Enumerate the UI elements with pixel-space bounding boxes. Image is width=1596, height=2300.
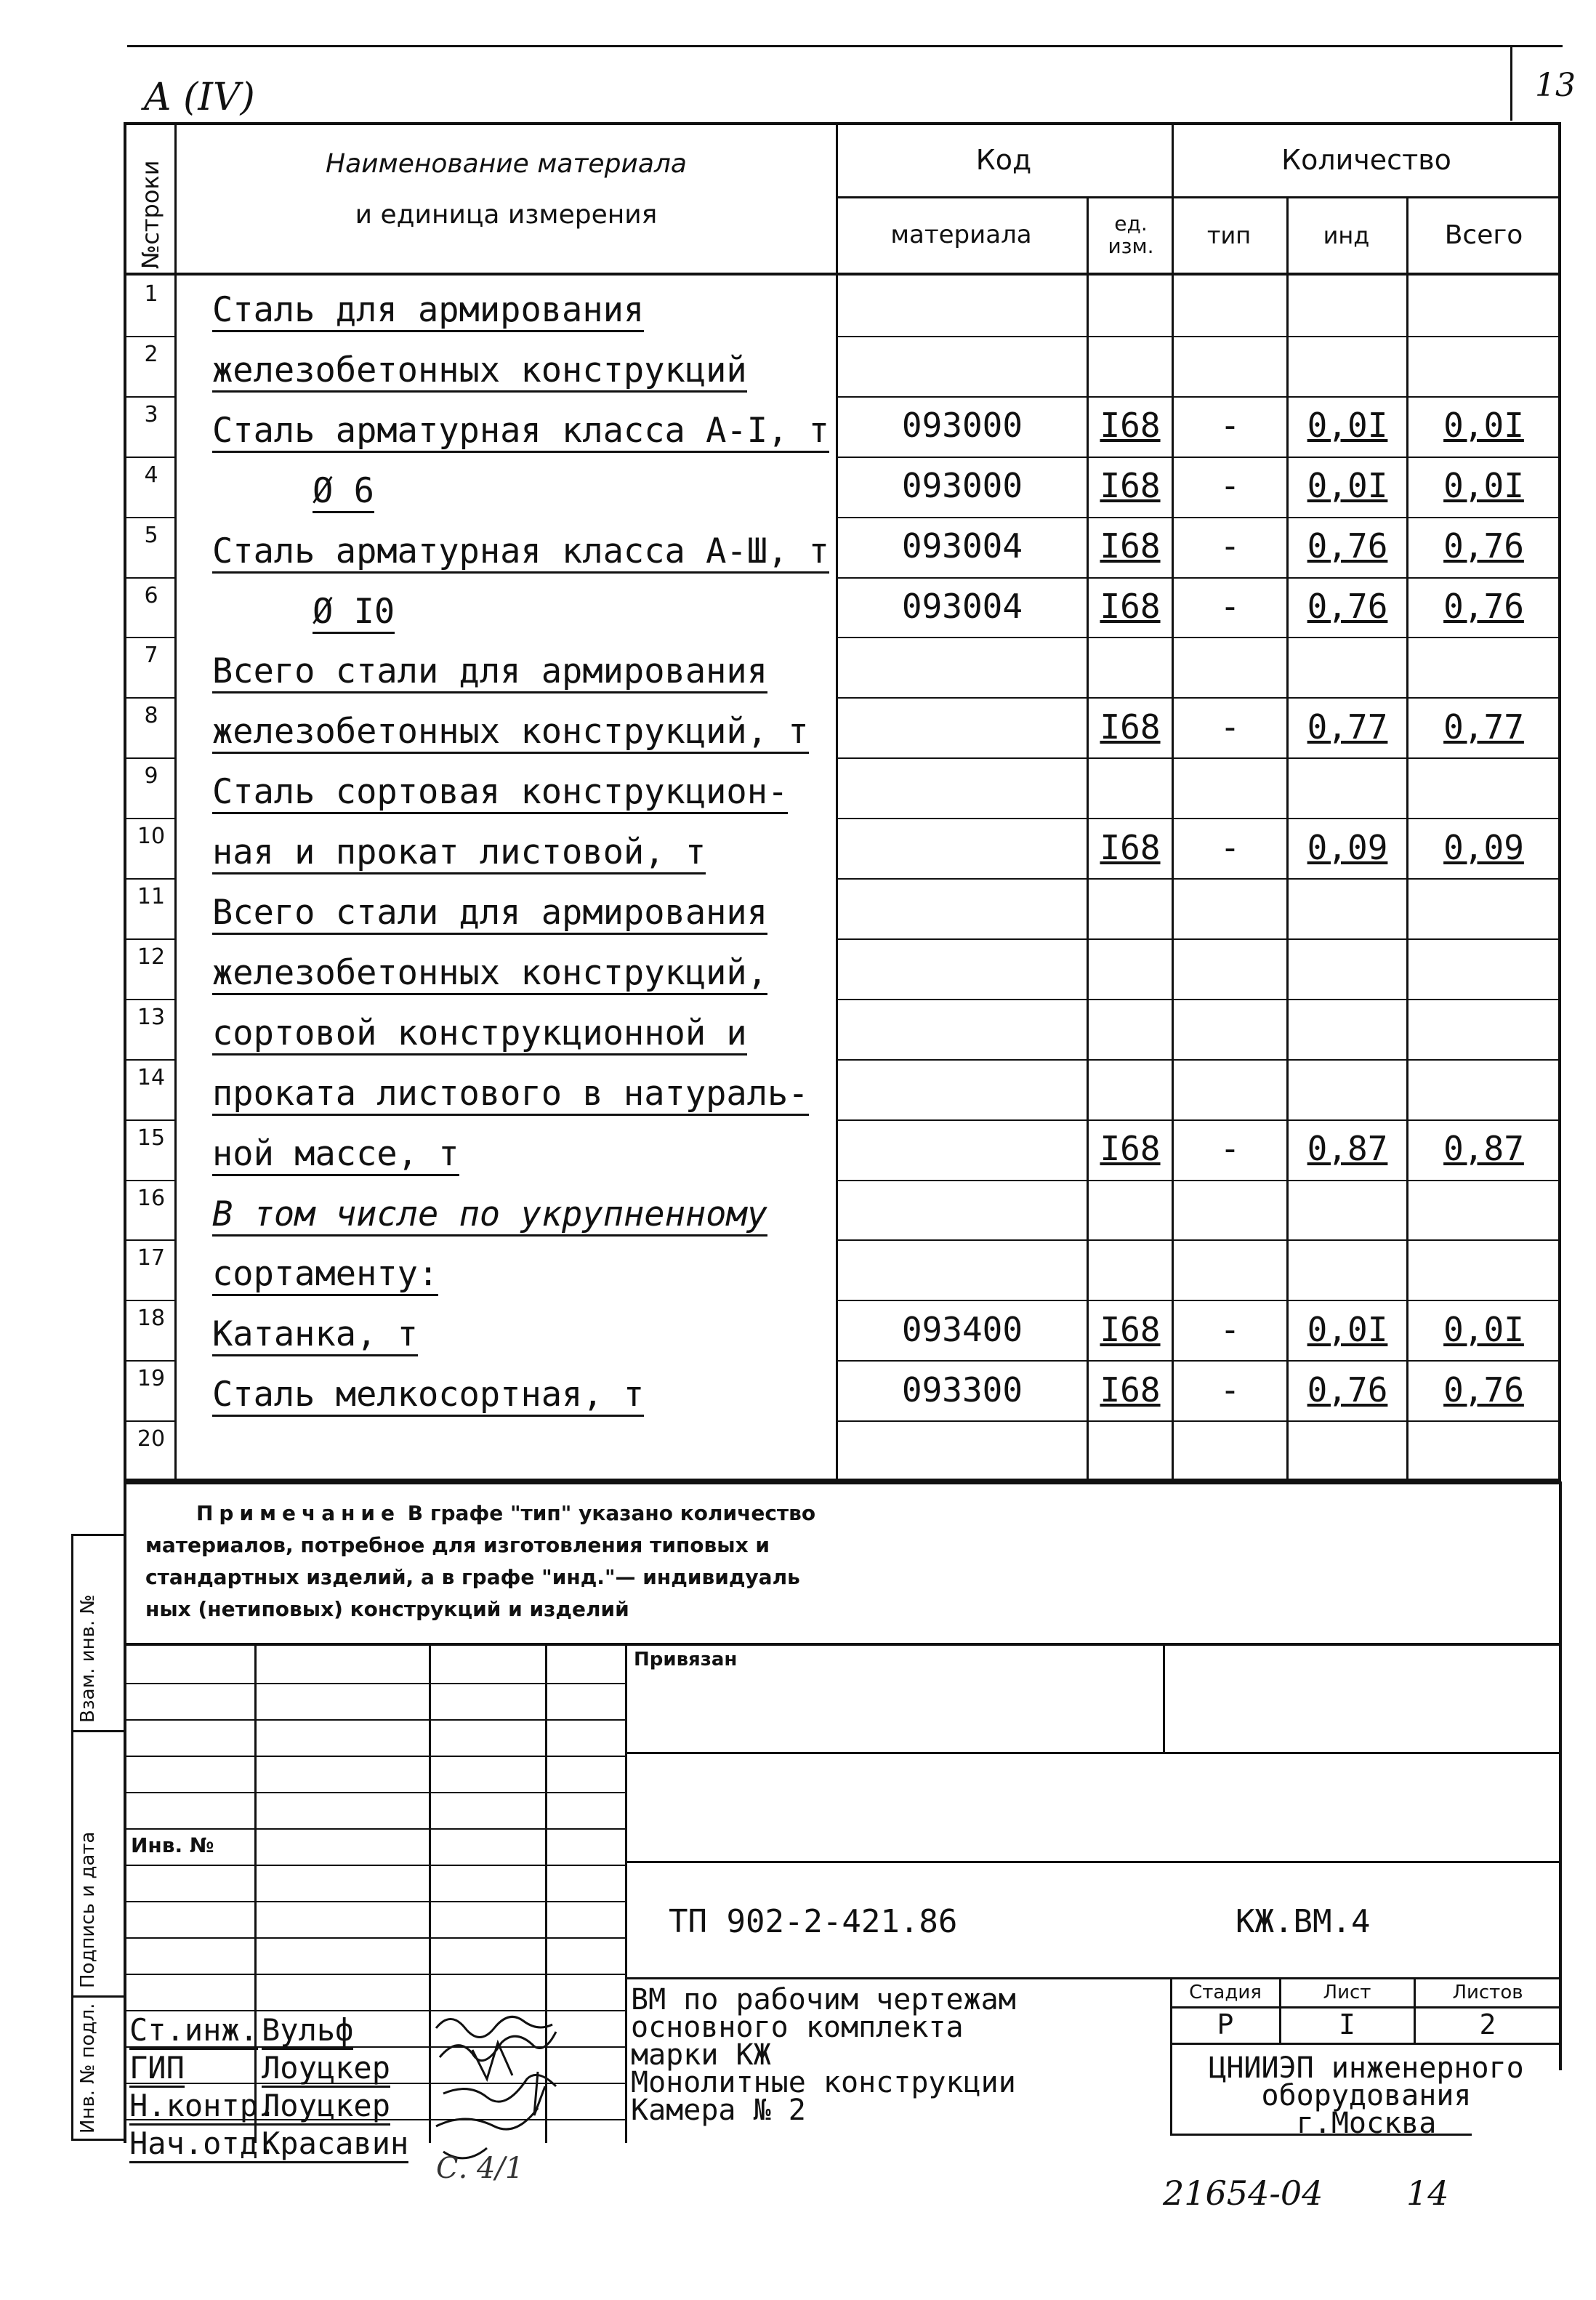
- archive-sheet: 14: [1406, 2174, 1449, 2213]
- org-line-2: оборудования: [1261, 2079, 1472, 2112]
- signer-name: Вульф: [262, 2012, 353, 2050]
- cell-ind: 0,76: [1307, 587, 1388, 627]
- row-number: 19: [137, 1366, 166, 1392]
- row-number: 16: [137, 1185, 166, 1211]
- cell-code: [838, 1121, 1087, 1178]
- material-name: Всего стали для армирования: [212, 893, 767, 935]
- cell-unit: I68: [1100, 1370, 1161, 1410]
- inv-no-label: Инв. №: [131, 1833, 214, 1857]
- row-number: 14: [137, 1064, 166, 1090]
- cell-total: [1408, 1241, 1559, 1298]
- cell-unit: [1089, 1061, 1172, 1118]
- cell-code: [838, 1000, 1087, 1058]
- cell-total: [1408, 277, 1559, 334]
- row-number: 6: [144, 582, 158, 608]
- cell-ind: [1289, 1000, 1406, 1058]
- cell-unit: I68: [1100, 466, 1161, 506]
- stamp-title: [631, 1983, 1016, 2127]
- material-name: Сталь для армирования: [212, 290, 644, 332]
- stage-value: Р: [1217, 2009, 1234, 2041]
- material-name: проката листового в натураль-: [212, 1074, 809, 1116]
- signature-note: С. 4/1: [436, 2152, 524, 2185]
- cell-unit: I68: [1100, 1309, 1161, 1349]
- org-line-3: г.Москва: [1296, 2107, 1437, 2140]
- cell-total: [1408, 1422, 1559, 1479]
- cell-ind: [1289, 880, 1406, 937]
- row-number: 4: [144, 462, 158, 488]
- cell-unit: [1089, 1241, 1172, 1298]
- cell-ind: [1289, 1422, 1406, 1479]
- material-name: Сталь арматурная класса А-Ш, т: [212, 531, 829, 574]
- material-name: сортовой конструкционной и: [212, 1013, 747, 1055]
- ind-header: инд: [1323, 221, 1370, 249]
- title-line-2: основного комплекта: [631, 2011, 964, 2044]
- note-line2: материалов, потребное для изготовления типовых и: [145, 1533, 770, 1557]
- material-name: Сталь мелкосортная, т: [212, 1375, 644, 1417]
- signer-name: Лоуцкер: [262, 2050, 390, 2088]
- sheets-label: Листов: [1452, 1981, 1523, 2003]
- cell-code: 093004: [901, 587, 1023, 627]
- cell-total: [1408, 940, 1559, 997]
- signer-role: ГИП: [129, 2050, 185, 2088]
- signer-name: Красавин: [262, 2126, 408, 2163]
- cell-code: [838, 1422, 1087, 1479]
- signer-name: Лоуцкер: [262, 2088, 390, 2126]
- cell-ind: [1289, 759, 1406, 816]
- cell-type: [1174, 880, 1286, 937]
- cell-ind: [1289, 337, 1406, 395]
- row-number: 12: [137, 944, 166, 970]
- cell-type: [1174, 940, 1286, 997]
- cell-code: 093000: [901, 406, 1023, 446]
- cell-total: 0,77: [1443, 707, 1524, 747]
- cell-code: [838, 940, 1087, 997]
- cell-type: [1174, 759, 1286, 816]
- cell-unit: [1089, 880, 1172, 937]
- material-name: сортаменту:: [212, 1254, 438, 1296]
- title-line-4: Монолитные конструкции: [631, 2066, 1016, 2099]
- row-number: 1: [144, 281, 158, 307]
- page-number: 13: [1535, 67, 1576, 104]
- cell-total: [1408, 880, 1559, 937]
- cell-code: [838, 1181, 1087, 1239]
- cell-type: [1174, 1061, 1286, 1118]
- row-number: 17: [137, 1245, 166, 1271]
- quantity-header: Количество: [1281, 144, 1451, 177]
- archive-number: 21654-04: [1163, 2174, 1323, 2213]
- material-name: Ø 6: [313, 471, 374, 513]
- row-number: 13: [137, 1004, 166, 1030]
- title-line-5: Камера № 2: [631, 2094, 806, 2127]
- name-header-line1: Наименование материала: [326, 148, 687, 179]
- cell-type: [1174, 1422, 1286, 1479]
- cell-unit: [1089, 638, 1172, 696]
- row-number-header: №строки: [137, 160, 164, 269]
- cell-code: [838, 759, 1087, 816]
- cell-unit: I68: [1100, 587, 1161, 627]
- row-number: 5: [144, 522, 158, 548]
- cell-code: [838, 819, 1087, 877]
- cell-unit: [1089, 759, 1172, 816]
- cell-ind: 0,0I: [1307, 466, 1388, 506]
- cell-code: [838, 277, 1087, 334]
- row-number: 9: [144, 763, 158, 789]
- cell-type: -: [1220, 1370, 1241, 1410]
- cell-ind: 0,76: [1307, 1370, 1388, 1410]
- note-block: [145, 1497, 1017, 1625]
- cell-unit: I68: [1100, 526, 1161, 566]
- cell-ind: [1289, 940, 1406, 997]
- cell-type: -: [1220, 707, 1241, 747]
- material-name: ной массе, т: [212, 1134, 459, 1176]
- sheet-value: I: [1339, 2009, 1355, 2041]
- cell-unit: I68: [1100, 707, 1161, 747]
- cell-type: [1174, 638, 1286, 696]
- cell-type: -: [1220, 526, 1241, 566]
- cell-code: [838, 1061, 1087, 1118]
- material-code-header: материала: [890, 220, 1032, 250]
- cell-type: -: [1220, 406, 1241, 446]
- cell-total: 0,0I: [1443, 406, 1524, 446]
- sheet-label: Лист: [1323, 1981, 1371, 2003]
- row-number: 3: [144, 401, 158, 427]
- cell-unit: I68: [1100, 1129, 1161, 1169]
- material-name: В том числе по укрупненному: [212, 1194, 767, 1237]
- material-name: железобетонных конструкций,: [212, 953, 767, 995]
- cell-total: [1408, 638, 1559, 696]
- signer-role: Н.контр.: [129, 2088, 276, 2126]
- row-number: 20: [137, 1426, 166, 1452]
- cell-type: [1174, 1241, 1286, 1298]
- material-name: Сталь арматурная класса А-I, т: [212, 411, 829, 453]
- cell-type: -: [1220, 827, 1241, 867]
- doc-mark: КЖ.ВМ.4: [1236, 1903, 1371, 1940]
- top-right-bracket: [1510, 45, 1512, 121]
- material-name: Всего стали для армирования: [212, 651, 767, 693]
- cell-total: 0,87: [1443, 1129, 1524, 1169]
- cell-code: [838, 1241, 1087, 1298]
- note-line4: ных (нетиповых) конструкций и изделий: [145, 1597, 629, 1621]
- vzam-inv-label: Взам. инв. №: [77, 1594, 99, 1723]
- row-number: 15: [137, 1125, 166, 1151]
- cell-unit: [1089, 940, 1172, 997]
- cell-ind: [1289, 1181, 1406, 1239]
- cell-type: -: [1220, 466, 1241, 506]
- podpis-data-label: Подпись и дата: [77, 1831, 99, 1988]
- cell-type: -: [1220, 587, 1241, 627]
- cell-code: [838, 699, 1087, 756]
- cell-total: 0,76: [1443, 526, 1524, 566]
- cell-ind: [1289, 638, 1406, 696]
- cell-total: [1408, 1181, 1559, 1239]
- cell-ind: [1289, 1061, 1406, 1118]
- note-line3: стандартных изделий, а в графе "инд."— индивидуаль: [145, 1565, 800, 1589]
- cell-total: 0,76: [1443, 1370, 1524, 1410]
- cell-type: -: [1220, 1309, 1241, 1349]
- material-name: Ø I0: [313, 592, 395, 634]
- cell-ind: 0,0I: [1307, 1309, 1388, 1349]
- cell-type: [1174, 337, 1286, 395]
- cell-type: [1174, 277, 1286, 334]
- code-header: Код: [975, 144, 1032, 177]
- inv-podl-label: Инв. № подл.: [77, 2003, 99, 2134]
- stage-label: Стадия: [1189, 1981, 1262, 2003]
- cell-code: [838, 337, 1087, 395]
- cell-ind: 0,76: [1307, 526, 1388, 566]
- material-name: железобетонных конструкций: [212, 350, 747, 393]
- cell-code: 093000: [901, 466, 1023, 506]
- cell-unit: I68: [1100, 406, 1161, 446]
- title-line-1: ВМ по рабочим чертежам: [631, 1983, 1016, 2016]
- type-header: тип: [1206, 221, 1252, 249]
- total-header: Всего: [1444, 220, 1523, 250]
- cell-code: [838, 638, 1087, 696]
- material-name: Катанка, т: [212, 1314, 418, 1356]
- cell-code: [838, 880, 1087, 937]
- doc-code: ТП 902-2-421.86: [669, 1903, 958, 1940]
- row-number: 7: [144, 643, 158, 669]
- top-rule: [127, 45, 1563, 47]
- cell-unit: [1089, 1422, 1172, 1479]
- row-number: 8: [144, 703, 158, 729]
- cell-ind: 0,77: [1307, 707, 1388, 747]
- cell-total: 0,09: [1443, 827, 1524, 867]
- material-name: железобетонных конструкций, т: [212, 712, 809, 754]
- row-number: 10: [137, 824, 166, 850]
- organization: [1172, 2051, 1561, 2140]
- cell-total: 0,0I: [1443, 1309, 1524, 1349]
- cell-unit: [1089, 277, 1172, 334]
- cell-ind: 0,09: [1307, 827, 1388, 867]
- material-name: ная и прокат листовой, т: [212, 832, 706, 874]
- sheets-value: 2: [1479, 2009, 1496, 2041]
- signer-role: Ст.инж.: [129, 2012, 258, 2050]
- cell-total: 0,0I: [1443, 466, 1524, 506]
- cell-type: [1174, 1181, 1286, 1239]
- cell-total: [1408, 337, 1559, 395]
- cell-unit: [1089, 1181, 1172, 1239]
- corner-mark: A (IV): [144, 76, 255, 119]
- cell-ind: 0,87: [1307, 1129, 1388, 1169]
- cell-ind: [1289, 277, 1406, 334]
- cell-total: [1408, 1000, 1559, 1058]
- cell-code: 093004: [901, 526, 1023, 566]
- row-number: 2: [144, 341, 158, 367]
- name-header-line2: и единица измерения: [355, 199, 658, 230]
- cell-total: 0,76: [1443, 587, 1524, 627]
- signatures-image: [429, 2006, 581, 2174]
- cell-code: 093300: [901, 1370, 1023, 1410]
- unit-header: ед. изм.: [1108, 211, 1154, 258]
- cell-type: [1174, 1000, 1286, 1058]
- note-line1: В графе "тип" указано количество: [400, 1501, 816, 1525]
- signer-role: Нач.отд.: [129, 2126, 276, 2163]
- cell-total: [1408, 1061, 1559, 1118]
- cell-unit: [1089, 337, 1172, 395]
- row-number: 11: [137, 884, 166, 909]
- title-line-3: марки КЖ: [631, 2038, 771, 2072]
- cell-ind: [1289, 1241, 1406, 1298]
- org-line-1: ЦНИИЭП инженерного: [1209, 2051, 1524, 2085]
- material-name: Сталь сортовая конструкцион-: [212, 772, 788, 814]
- cell-unit: [1089, 1000, 1172, 1058]
- cell-type: -: [1220, 1129, 1241, 1169]
- privyazan-label: Привязан: [634, 1649, 738, 1670]
- row-number: 18: [137, 1306, 166, 1332]
- note-lead: Примечание: [196, 1501, 401, 1525]
- cell-code: 093400: [901, 1309, 1023, 1349]
- cell-total: [1408, 759, 1559, 816]
- cell-unit: I68: [1100, 827, 1161, 867]
- cell-ind: 0,0I: [1307, 406, 1388, 446]
